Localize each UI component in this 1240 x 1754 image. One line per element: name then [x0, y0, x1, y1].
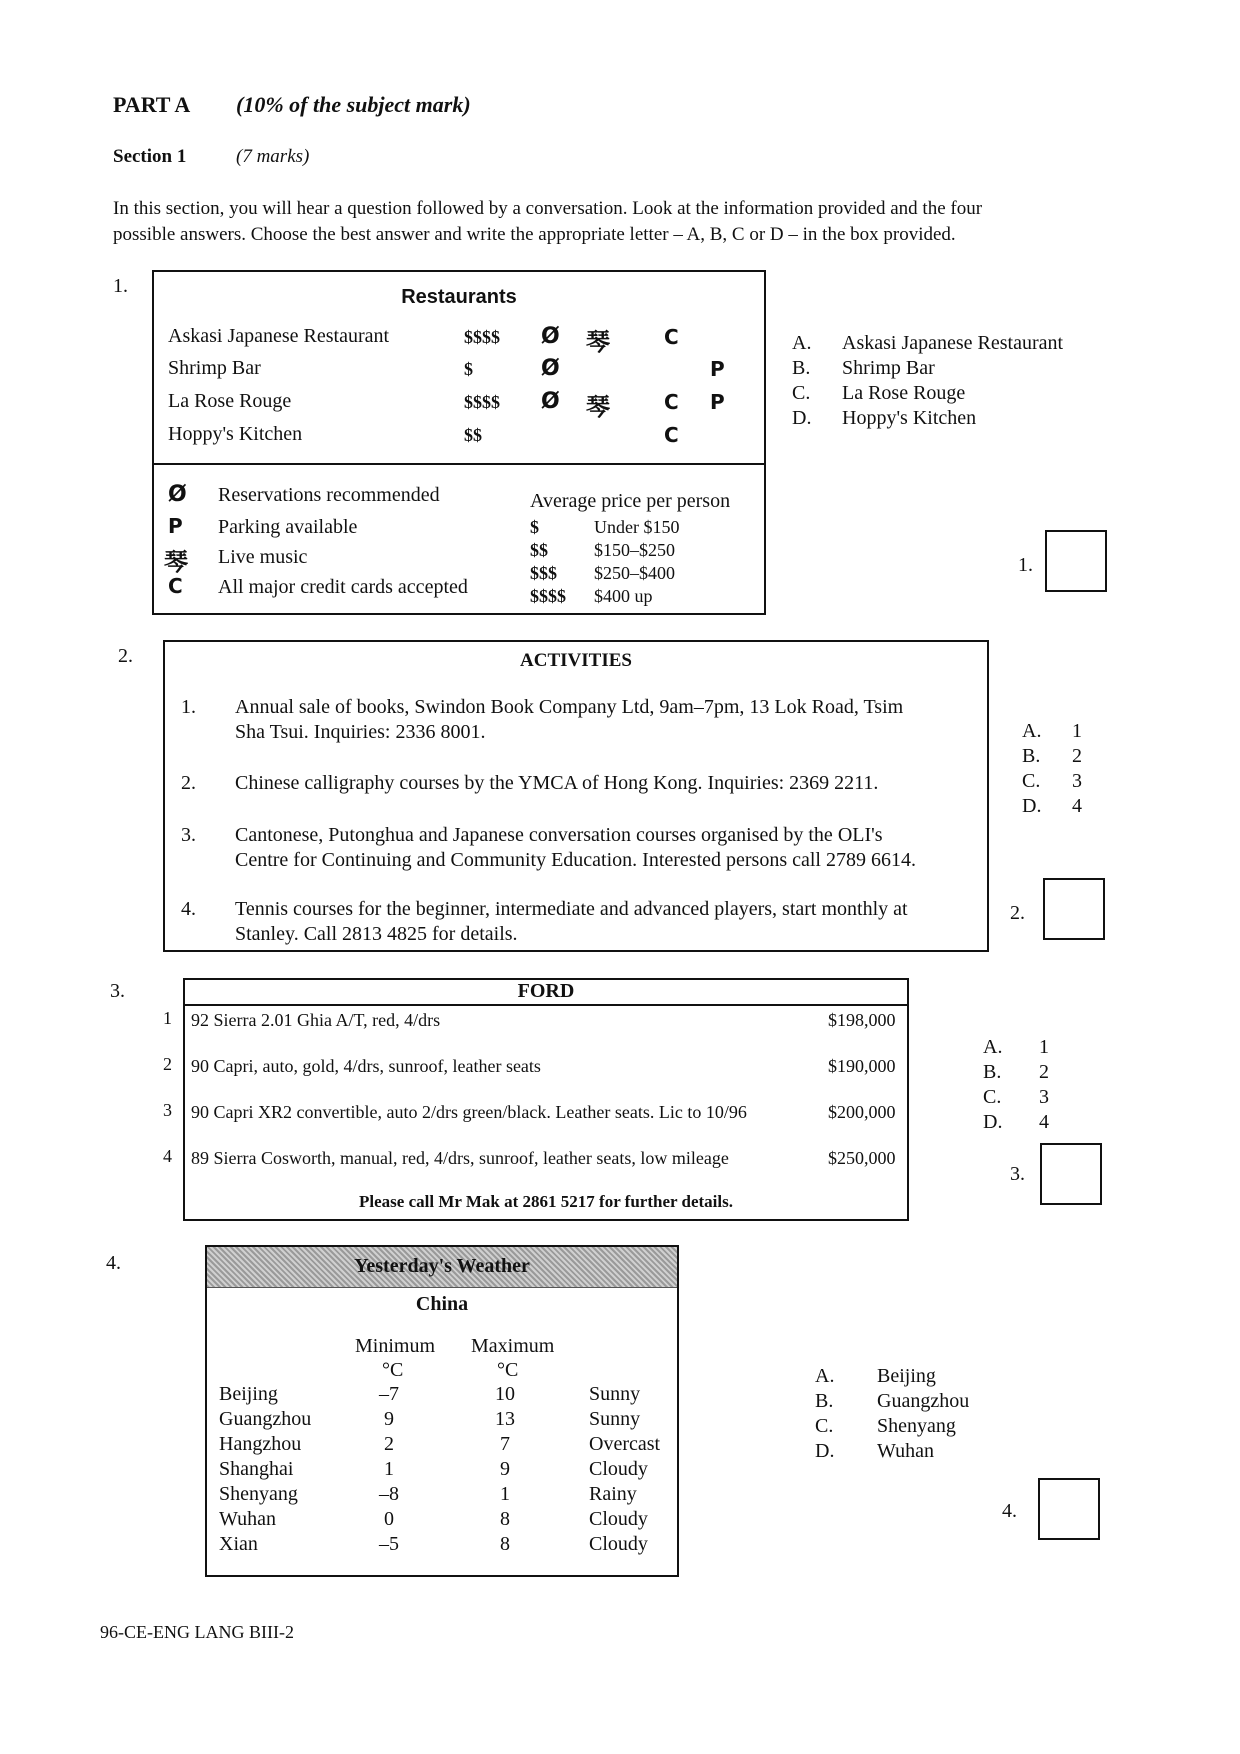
option-a: A. Askasi Japanese Restaurant [792, 332, 1064, 354]
car-description: 90 Capri, auto, gold, 4/drs, sunroof, leather seats [191, 1056, 541, 1076]
activity-number: 4. [181, 898, 196, 920]
activity-text: Centre for Continuing and Community Education. Interested persons call 2789 6614. [235, 849, 916, 871]
legend-parking: Parking available [218, 516, 358, 538]
question-1-number: 1. [113, 275, 128, 297]
activity-number: 1. [181, 696, 196, 718]
section-title: Section 1 [113, 146, 187, 167]
city-condition: Rainy [589, 1483, 637, 1505]
city-min: 1 [384, 1458, 394, 1480]
city-condition: Overcast [589, 1433, 661, 1455]
legend-music: Live music [218, 546, 308, 568]
music-icon: 琴 [164, 548, 188, 576]
restaurant-name: La Rose Rouge [168, 390, 292, 412]
city-max: 1 [500, 1483, 510, 1505]
city-name: Shenyang [219, 1483, 298, 1505]
option-d: D. 4 [1022, 795, 1082, 817]
question-3-number: 3. [110, 980, 125, 1002]
car-price: $198,000 [828, 1010, 896, 1030]
city-name: Xian [219, 1533, 258, 1555]
activity-number: 2. [181, 772, 196, 794]
city-min: 0 [384, 1508, 394, 1530]
price-range: $150–$250 [594, 540, 675, 560]
option-b: B. 2 [1022, 745, 1082, 767]
city-min: 9 [384, 1408, 394, 1430]
option-d: D. Hoppy's Kitchen [792, 407, 977, 429]
activities-title: ACTIVITIES [520, 650, 632, 671]
city-condition: Sunny [589, 1383, 641, 1405]
restaurant-price: $ [464, 359, 473, 379]
activity-text: Cantonese, Putonghua and Japanese conversation courses organised by the OLI's [235, 824, 883, 846]
restaurant-name: Askasi Japanese Restaurant [168, 325, 390, 347]
city-name: Wuhan [219, 1508, 276, 1530]
price-symbol: $$$$ [530, 586, 566, 606]
ford-divider [185, 1004, 907, 1006]
music-icon: 琴 [586, 328, 610, 356]
reservation-icon: Ø [541, 324, 560, 349]
option-a: A. 1 [983, 1036, 1049, 1058]
page-code: 96-CE-ENG LANG BIII-2 [100, 1622, 294, 1642]
activity-text: Sha Tsui. Inquiries: 2336 8001. [235, 721, 486, 743]
option-a: A. Beijing [815, 1365, 936, 1387]
car-price: $190,000 [828, 1056, 896, 1076]
car-description: 90 Capri XR2 convertible, auto 2/drs green/black. Leather seats. Lic to 10/96 [191, 1102, 747, 1122]
activity-text: Stanley. Call 2813 4825 for details. [235, 923, 518, 945]
city-condition: Sunny [589, 1408, 641, 1430]
restaurant-price: $$ [464, 425, 482, 445]
option-c: C. 3 [983, 1086, 1049, 1108]
weather-title: Yesterday's Weather [354, 1255, 530, 1277]
activity-text: Chinese calligraphy courses by the YMCA of Hong Kong. Inquiries: 2369 2211. [235, 772, 879, 794]
parking-icon: P [710, 390, 725, 414]
city-name: Hangzhou [219, 1433, 302, 1455]
price-symbol: $$$ [530, 563, 557, 583]
car-number: 3 [163, 1100, 172, 1120]
city-max: 10 [495, 1383, 515, 1405]
price-symbol: $$ [530, 540, 548, 560]
option-d: D. Wuhan [815, 1440, 934, 1462]
parking-icon: P [710, 357, 725, 381]
restaurant-price: $$$$ [464, 392, 500, 412]
price-legend-title: Average price per person [530, 490, 731, 512]
ford-title: FORD [517, 980, 575, 1002]
ford-box [183, 978, 909, 1221]
answer-box-label: 3. [1010, 1163, 1025, 1185]
reservation-icon: Ø [541, 356, 560, 381]
answer-box-4[interactable] [1038, 1478, 1100, 1540]
city-max: 13 [495, 1408, 515, 1430]
city-max: 9 [500, 1458, 510, 1480]
city-min: 2 [384, 1433, 394, 1455]
col-min-unit: °C [382, 1359, 404, 1381]
price-symbol: $ [530, 517, 539, 537]
restaurant-name: Hoppy's Kitchen [168, 423, 303, 445]
reservation-icon: Ø [541, 389, 560, 414]
weather-box [205, 1245, 679, 1577]
answer-box-label: 1. [1018, 554, 1033, 576]
answer-box-label: 4. [1002, 1500, 1017, 1522]
car-description: 92 Sierra 2.01 Ghia A/T, red, 4/drs [191, 1010, 441, 1030]
car-price: $200,000 [828, 1102, 896, 1122]
col-max-header: Maximum [471, 1335, 555, 1357]
ford-footer: Please call Mr Mak at 2861 5217 for further details. [359, 1192, 733, 1211]
answer-box-3[interactable] [1040, 1143, 1102, 1205]
car-number: 2 [163, 1054, 172, 1074]
question-4-number: 4. [106, 1252, 121, 1274]
question-2-number: 2. [118, 645, 133, 667]
instructions-line-2: possible answers. Choose the best answer and write the appropriate letter – A, B, C or D – in the box provided. [113, 224, 956, 245]
answer-box-1[interactable] [1045, 530, 1107, 592]
restaurants-title: Restaurants [401, 286, 517, 308]
legend-cards: All major credit cards accepted [218, 576, 468, 598]
option-b: B. Shrimp Bar [792, 357, 935, 379]
city-min: –7 [379, 1383, 399, 1405]
restaurants-box [152, 270, 766, 615]
section-note: (7 marks) [236, 146, 310, 167]
restaurant-price: $$$$ [464, 327, 500, 347]
city-name: Shanghai [219, 1458, 294, 1480]
music-icon: 琴 [586, 393, 610, 421]
answer-box-label: 2. [1010, 902, 1025, 924]
option-d: D. 4 [983, 1111, 1049, 1133]
parking-icon: P [168, 514, 183, 538]
city-max: 8 [500, 1508, 510, 1530]
weather-subtitle: China [415, 1293, 469, 1315]
city-max: 8 [500, 1533, 510, 1555]
activity-text: Tennis courses for the beginner, intermediate and advanced players, start monthly at [235, 898, 908, 920]
car-description: 89 Sierra Cosworth, manual, red, 4/drs, sunroof, leather seats, low mileage [191, 1148, 729, 1168]
activity-number: 3. [181, 824, 196, 846]
card-icon: C [664, 390, 679, 414]
city-min: –5 [379, 1533, 399, 1555]
car-number: 4 [163, 1146, 172, 1166]
option-a: A. 1 [1022, 720, 1082, 742]
part-title: PART A [113, 92, 191, 117]
legend-divider [154, 463, 764, 465]
card-icon: C [168, 574, 183, 598]
price-range: Under $150 [594, 517, 680, 537]
option-c: C. La Rose Rouge [792, 382, 966, 404]
car-price: $250,000 [828, 1148, 896, 1168]
city-max: 7 [500, 1433, 510, 1455]
restaurant-name: Shrimp Bar [168, 357, 261, 379]
activities-box [163, 640, 989, 952]
car-number: 1 [163, 1008, 172, 1028]
col-max-unit: °C [497, 1359, 519, 1381]
city-name: Guangzhou [219, 1408, 312, 1430]
option-c: C. Shenyang [815, 1415, 956, 1437]
option-b: B. 2 [983, 1061, 1049, 1083]
card-icon: C [664, 325, 679, 349]
option-c: C. 3 [1022, 770, 1082, 792]
city-condition: Cloudy [589, 1533, 648, 1555]
legend-reservations: Reservations recommended [218, 484, 440, 506]
city-min: –8 [379, 1483, 399, 1505]
card-icon: C [664, 423, 679, 447]
city-condition: Cloudy [589, 1508, 648, 1530]
instructions-line-1: In this section, you will hear a question followed by a conversation. Look at the information provided and the four [113, 198, 983, 219]
city-condition: Cloudy [589, 1458, 648, 1480]
answer-box-2[interactable] [1043, 878, 1105, 940]
option-b: B. Guangzhou [815, 1390, 970, 1412]
reservation-icon: Ø [168, 482, 187, 507]
part-note: (10% of the subject mark) [236, 92, 471, 117]
price-range: $400 up [594, 586, 653, 606]
city-name: Beijing [219, 1383, 278, 1405]
price-range: $250–$400 [594, 563, 675, 583]
col-min-header: Minimum [355, 1335, 436, 1357]
activity-text: Annual sale of books, Swindon Book Company Ltd, 9am–7pm, 13 Lok Road, Tsim [235, 696, 904, 718]
